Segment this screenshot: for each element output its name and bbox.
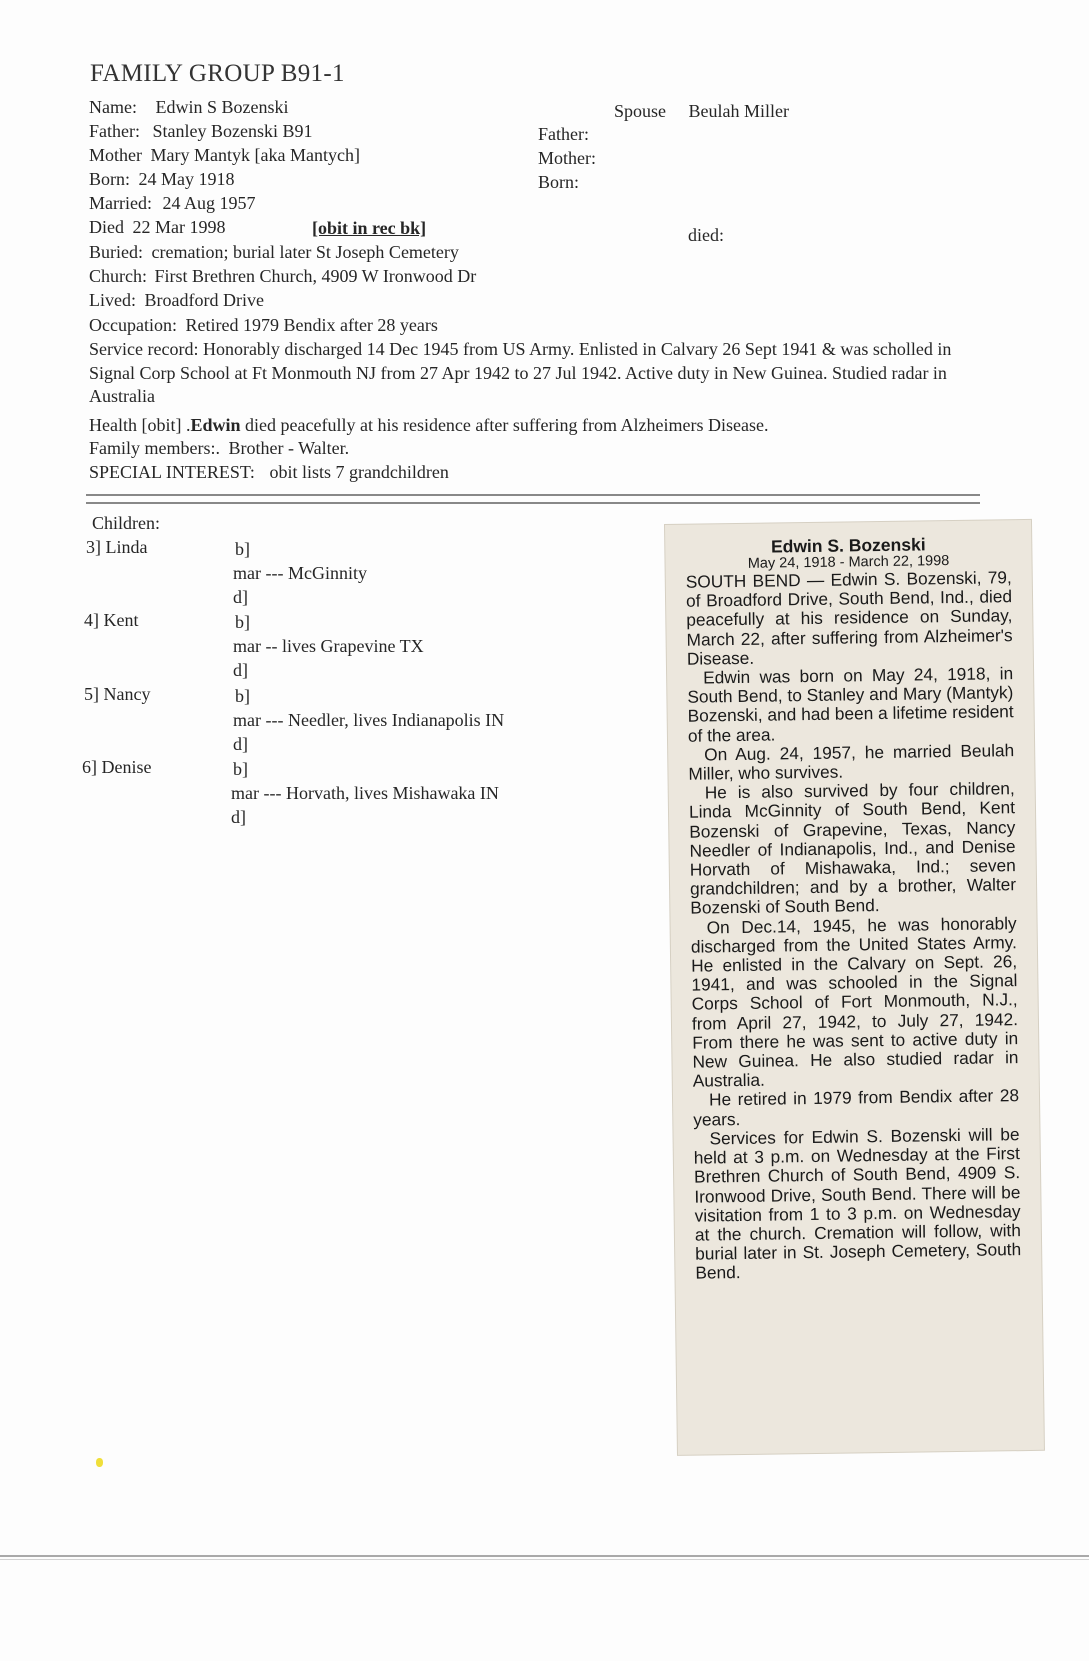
died-row: [89, 216, 226, 238]
lived-value: Broadford Drive: [144, 290, 264, 310]
special-label: SPECIAL INTEREST:: [89, 462, 255, 482]
church-label: Church:: [89, 266, 147, 286]
spouse-father-label: Father:: [538, 124, 589, 144]
occupation-row: [89, 314, 438, 336]
married-label: Married:: [89, 193, 152, 213]
child-name: 3] Linda: [86, 537, 148, 557]
child-born: b]: [235, 686, 250, 706]
born-label: Born:: [89, 169, 131, 189]
obituary-paragraph: He is also survived by four children, Linda McGinnity of South Bend, Kent Bozenski of Grapevine, Texas, Nancy Needler of Indianapolis, Ind., and Denise Horvath of Mishawaka, Ind.; seven grandchildren; and by a brother, Walter Bozenski of South Bend.: [688, 778, 1017, 919]
yellow-speck: [96, 1458, 103, 1467]
obituary-paragraph: On Dec.14, 1945, he was honorably discharged from the United States Army. He enlisted in the Calvary on Sept. 26, 1941, and was schooled in the Signal Corps School of Fort Monmouth, N.J., from April 27, 1942, to July 27, 1942. From there he was sent to active duty in New Guinea. He also studied radar in Australia.: [690, 912, 1019, 1091]
child-married: mar --- Horvath, lives Mishawaka IN: [231, 783, 499, 803]
occupation-value: Retired 1979 Bendix after 28 years: [185, 315, 438, 335]
scan-edge-line: [0, 1555, 1089, 1557]
born-value: 24 May 1918: [138, 169, 235, 189]
married-row: [89, 192, 256, 214]
child-name: 5] Nancy: [84, 684, 151, 704]
obituary-paragraph: On Aug. 24, 1957, he married Beulah Miller, who survives.: [688, 739, 1015, 784]
mother-value: Mary Mantyk [aka Mantych]: [150, 145, 360, 165]
family-value: Brother - Walter.: [228, 438, 350, 458]
father-label: Father:: [89, 121, 140, 141]
father-row: [89, 120, 313, 142]
child-died: d]: [233, 587, 248, 607]
obituary-paragraph: Edwin was born on May 24, 1918, in South Bend, to Stanley and Mary (Mantyk) Bozenski, and had been a lifetime resident of the area.: [687, 663, 1014, 746]
obit-note: [obit in rec bk]: [312, 218, 427, 238]
father-value: Stanley Bozenski B91: [152, 121, 313, 141]
child-married: mar -- lives Grapevine TX: [233, 636, 424, 656]
health-row: [89, 414, 768, 436]
health-value: died peacefully at his residence after suffering from Alzheimers Disease.: [245, 415, 769, 435]
service-label: Service record:: [89, 339, 199, 359]
child-name: 4] Kent: [84, 610, 139, 630]
died-label: Died: [89, 217, 124, 237]
service-record: [89, 338, 959, 409]
occupation-label: Occupation:: [89, 315, 177, 335]
obituary-paragraph: He retired in 1979 from Bendix after 28 years.: [693, 1085, 1020, 1130]
spouse-mother-label: Mother:: [538, 148, 596, 168]
name-label: Name:: [89, 97, 137, 117]
child-born: b]: [235, 539, 250, 559]
obituary-paragraph: SOUTH BEND — Edwin S. Bozenski, 79, of Broadford Drive, South Bend, Ind., died peacefully at his residence on Sunday, March 22, after suffering from Alzheimer's Disease.: [685, 567, 1013, 669]
scan-edge-line-faint: [0, 1559, 1089, 1560]
church-value: First Brethren Church, 4909 W Ironwood Dr: [154, 266, 477, 286]
child-born: b]: [233, 759, 248, 779]
child-married: mar --- McGinnity: [233, 563, 367, 583]
obituary-dates: May 24, 1918 - March 22, 1998: [747, 553, 950, 572]
name-row: [89, 96, 288, 118]
child-born: b]: [235, 612, 250, 632]
child-died: d]: [233, 734, 248, 754]
family-row: [89, 437, 349, 459]
buried-row: [89, 241, 459, 263]
page-title: FAMILY GROUP B91-1: [90, 60, 345, 87]
spouse-value: Beulah Miller: [688, 101, 789, 121]
obituary-paragraph: Services for Edwin S. Bozenski will be held at 3 p.m. on Wednesday at the First Brethren Church of South Bend, 4909 S. Ironwood Drive, South Bend. There will be visitation from 1 to 3 p.m. on Wednesday at the church. Cremation will follow, with burial later in St. Joseph Cemetery, South Bend.: [693, 1124, 1022, 1283]
born-row: [89, 168, 235, 190]
child-name: 6] Denise: [82, 757, 152, 777]
child-died: d]: [233, 660, 248, 680]
died-value: 22 Mar 1998: [132, 217, 226, 237]
name-value: Edwin S Bozenski: [155, 97, 289, 117]
child-died: d]: [231, 807, 246, 827]
spouse-label: Spouse: [614, 101, 667, 121]
double-rule-separator: [86, 494, 980, 504]
buried-label: Buried:: [89, 242, 143, 262]
lived-row: [89, 289, 264, 311]
spouse-row: [614, 100, 789, 122]
mother-label: Mother: [89, 145, 142, 165]
health-label: Health [obit] .: [89, 415, 191, 435]
special-value: obit lists 7 grandchildren: [269, 462, 449, 482]
lived-label: Lived:: [89, 290, 136, 310]
obituary-clipping: [665, 520, 1044, 1455]
spouse-born-label: Born:: [538, 172, 580, 192]
buried-value: cremation; burial later St Joseph Cemetery: [151, 242, 459, 262]
mother-row: [89, 144, 360, 166]
special-row: [89, 461, 449, 483]
family-label: Family members:.: [89, 438, 220, 458]
married-value: 24 Aug 1957: [162, 193, 256, 213]
service-value: Honorably discharged 14 Dec 1945 from US Army. Enlisted in Calvary 26 Sept 1941 & was scholled in Signal Corp School at Ft Monmouth NJ from 27 Apr 1942 to 27 Jul 1942. Active duty in New Guinea. Studied radar in Australia: [89, 339, 952, 406]
children-label: Children:: [92, 513, 160, 533]
obituary-headline: Edwin S. Bozenski: [770, 534, 926, 557]
health-bold: Edwin: [190, 415, 241, 435]
church-row: [89, 265, 476, 287]
child-married: mar --- Needler, lives Indianapolis IN: [233, 710, 505, 730]
spouse-died-label: died:: [688, 225, 724, 245]
